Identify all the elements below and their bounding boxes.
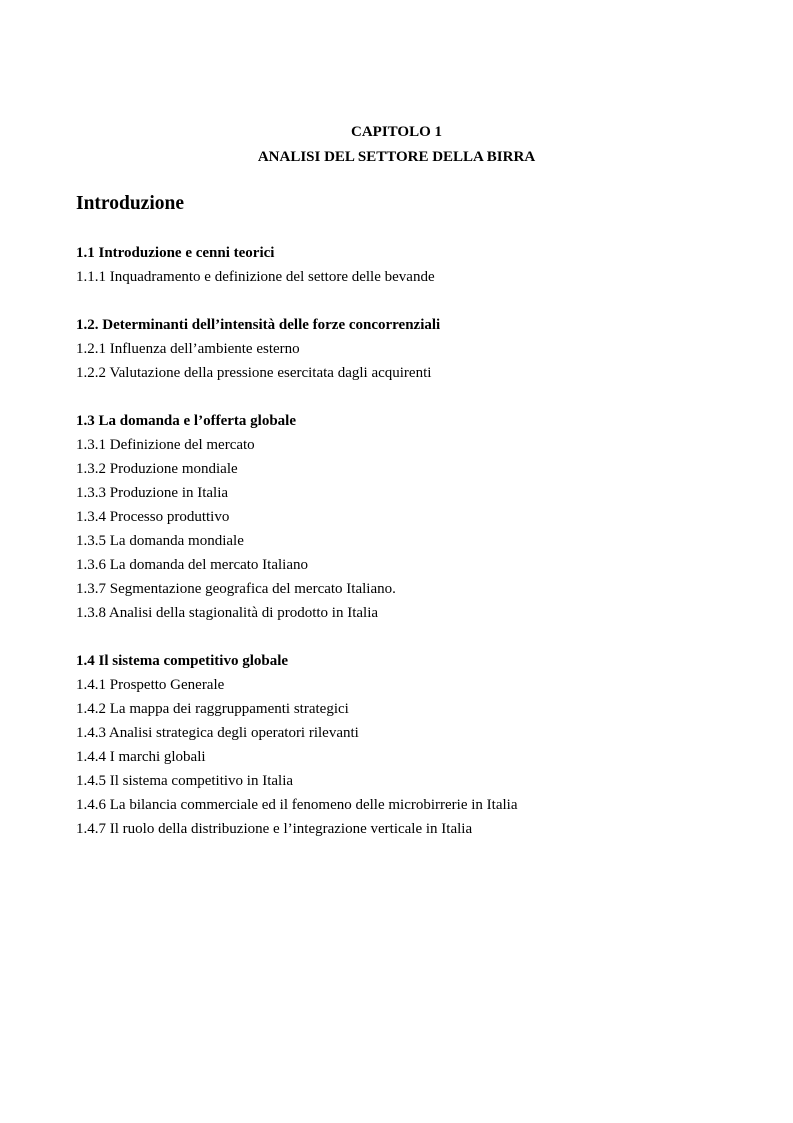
toc-item-1-4-4: 1.4.4 I marchi globali bbox=[76, 749, 206, 765]
toc-item-1-3-1: 1.3.1 Definizione del mercato bbox=[76, 437, 255, 453]
section-title-1-2: 1.2. Determinanti dell’intensità delle forze concorrenziali bbox=[76, 317, 441, 333]
toc-item-1-4-6: 1.4.6 La bilancia commerciale ed il fenomeno delle microbirrerie in Italia bbox=[76, 797, 518, 813]
toc-item-1-3-5: 1.3.5 La domanda mondiale bbox=[76, 533, 244, 549]
toc-item-1-4-3: 1.4.3 Analisi strategica degli operatori rilevanti bbox=[76, 725, 359, 741]
toc-item-1-1-1: 1.1.1 Inquadramento e definizione del settore delle bevande bbox=[76, 269, 435, 285]
chapter-title: ANALISI DEL SETTORE DELLA BIRRA bbox=[257, 149, 536, 165]
section-title-1-4: 1.4 Il sistema competitivo globale bbox=[76, 653, 289, 669]
toc-item-1-3-6: 1.3.6 La domanda del mercato Italiano bbox=[76, 557, 308, 573]
toc-item-1-3-4: 1.3.4 Processo produttivo bbox=[76, 509, 230, 525]
toc-item-1-4-7: 1.4.7 Il ruolo della distribuzione e l’integrazione verticale in Italia bbox=[76, 821, 473, 837]
section-title-1-1: 1.1 Introduzione e cenni teorici bbox=[76, 245, 275, 261]
toc-item-1-2-2: 1.2.2 Valutazione della pressione esercitata dagli acquirenti bbox=[76, 365, 432, 381]
toc-item-1-4-1: 1.4.1 Prospetto Generale bbox=[76, 677, 225, 693]
toc-item-1-2-1: 1.2.1 Influenza dell’ambiente esterno bbox=[76, 341, 300, 357]
toc-item-1-4-2: 1.4.2 La mappa dei raggruppamenti strategici bbox=[76, 701, 349, 717]
toc-item-1-3-8: 1.3.8 Analisi della stagionalità di prodotto in Italia bbox=[76, 605, 379, 621]
toc-item-1-3-2: 1.3.2 Produzione mondiale bbox=[76, 461, 238, 477]
toc-item-1-3-7: 1.3.7 Segmentazione geografica del mercato Italiano. bbox=[76, 581, 396, 597]
intro-heading: Introduzione bbox=[76, 193, 184, 214]
toc-item-1-3-3: 1.3.3 Produzione in Italia bbox=[76, 485, 229, 501]
chapter-label: CAPITOLO 1 bbox=[351, 124, 442, 140]
toc-item-1-4-5: 1.4.5 Il sistema competitivo in Italia bbox=[76, 773, 294, 789]
section-title-1-3: 1.3 La domanda e l’offerta globale bbox=[76, 413, 296, 429]
